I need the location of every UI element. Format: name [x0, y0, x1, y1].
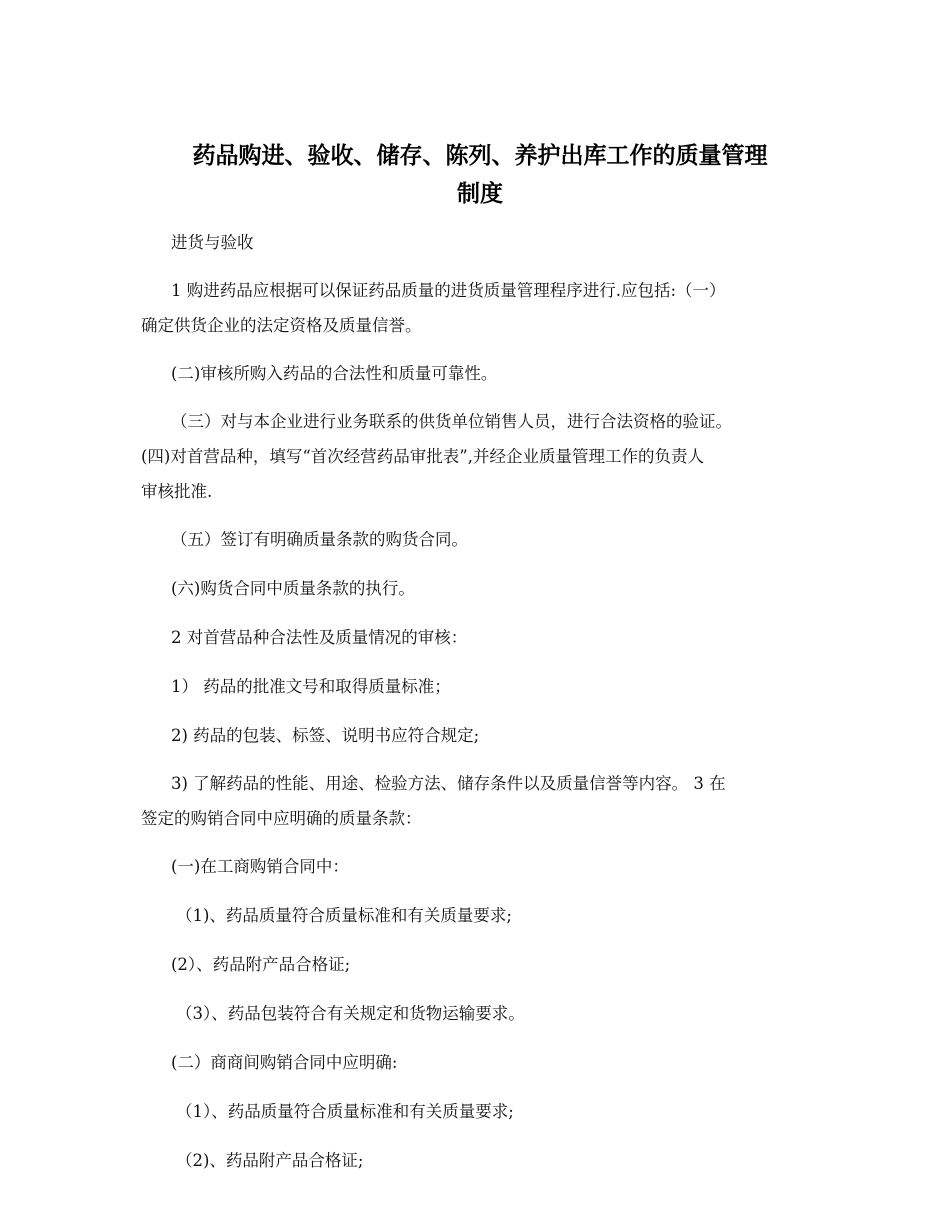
paragraph-line: (四)对首营品种，填写“首次经营药品审批表”,并经企业质量管理工作的负责人 — [141, 447, 704, 466]
paragraph-line: （五）签订有明确质量条款的购货合同。 — [171, 530, 468, 549]
paragraph-line: （1）、药品质量符合质量标准和有关质量要求; — [176, 1102, 514, 1121]
paragraph-line: 2) 药品的包装、标签、说明书应符合规定; — [171, 726, 480, 745]
paragraph-item-3-1-2 — [141, 946, 806, 983]
paragraph-item-1-2 — [141, 355, 806, 392]
paragraph-line: 审核批准. — [141, 482, 213, 501]
paragraph-item-1 — [141, 273, 806, 343]
paragraph-section-heading — [141, 224, 806, 261]
paragraph-line: （3）、药品包装符合有关规定和货物运输要求。 — [176, 1004, 525, 1023]
paragraph-item-3-2 — [141, 1044, 806, 1081]
paragraph-line: (二)审核所购入药品的合法性和质量可靠性。 — [171, 364, 498, 383]
paragraph-line: 确定供货企业的法定资格及质量信誉。 — [141, 316, 422, 335]
paragraph-item-2-2 — [141, 717, 806, 754]
paragraph-item-3-1-3 — [141, 995, 806, 1032]
paragraph-line: (一)在工商购销合同中： — [171, 857, 349, 876]
paragraph-item-3-2-2 — [141, 1142, 806, 1179]
paragraph-line: 3) 了解药品的性能、用途、检验方法、储存条件以及质量信誉等内容。 3 在 — [171, 774, 726, 793]
paragraph-item-1-3 — [141, 404, 806, 509]
paragraph-item-3-1 — [141, 848, 806, 885]
title-line-1: 药品购进、验收、储存、陈列、养护出库工作的质量管理 — [192, 142, 768, 169]
document-body — [141, 224, 806, 1191]
paragraph-line: 2 对首营品种合法性及质量情况的审核： — [171, 628, 468, 647]
paragraph-line: （三）对与本企业进行业务联系的供货单位销售人员，进行合法资格的验证。 — [171, 412, 732, 431]
paragraph-line: 1） 药品的批准文号和取得质量标准； — [171, 677, 451, 696]
paragraph-line: (六)购货合同中质量条款的执行。 — [171, 579, 415, 598]
paragraph-item-1-6 — [141, 570, 806, 607]
paragraph-item-2-1 — [141, 668, 806, 705]
title-line-2: 制度 — [457, 180, 503, 207]
paragraph-item-3-2-1 — [141, 1093, 806, 1130]
paragraph-line: (二）商商间购销合同中应明确: — [171, 1053, 398, 1072]
document-title — [140, 137, 820, 213]
paragraph-line: （1)、药品质量符合质量标准和有关质量要求; — [176, 906, 512, 925]
paragraph-item-3-1-1 — [141, 897, 806, 934]
paragraph-line: 1 购进药品应根据可以保证药品质量的进货质量管理程序进行.应包括:（一） — [171, 281, 726, 300]
paragraph-line: (2）、药品附产品合格证; — [171, 955, 351, 974]
paragraph-line: 进货与验收 — [171, 233, 254, 252]
paragraph-item-1-5 — [141, 521, 806, 558]
paragraph-item-2-3 — [141, 766, 806, 836]
paragraph-line: 签定的购销合同中应明确的质量条款： — [141, 809, 422, 828]
paragraph-line: （2)、药品附产品合格证; — [176, 1151, 364, 1170]
paragraph-item-2 — [141, 619, 806, 656]
